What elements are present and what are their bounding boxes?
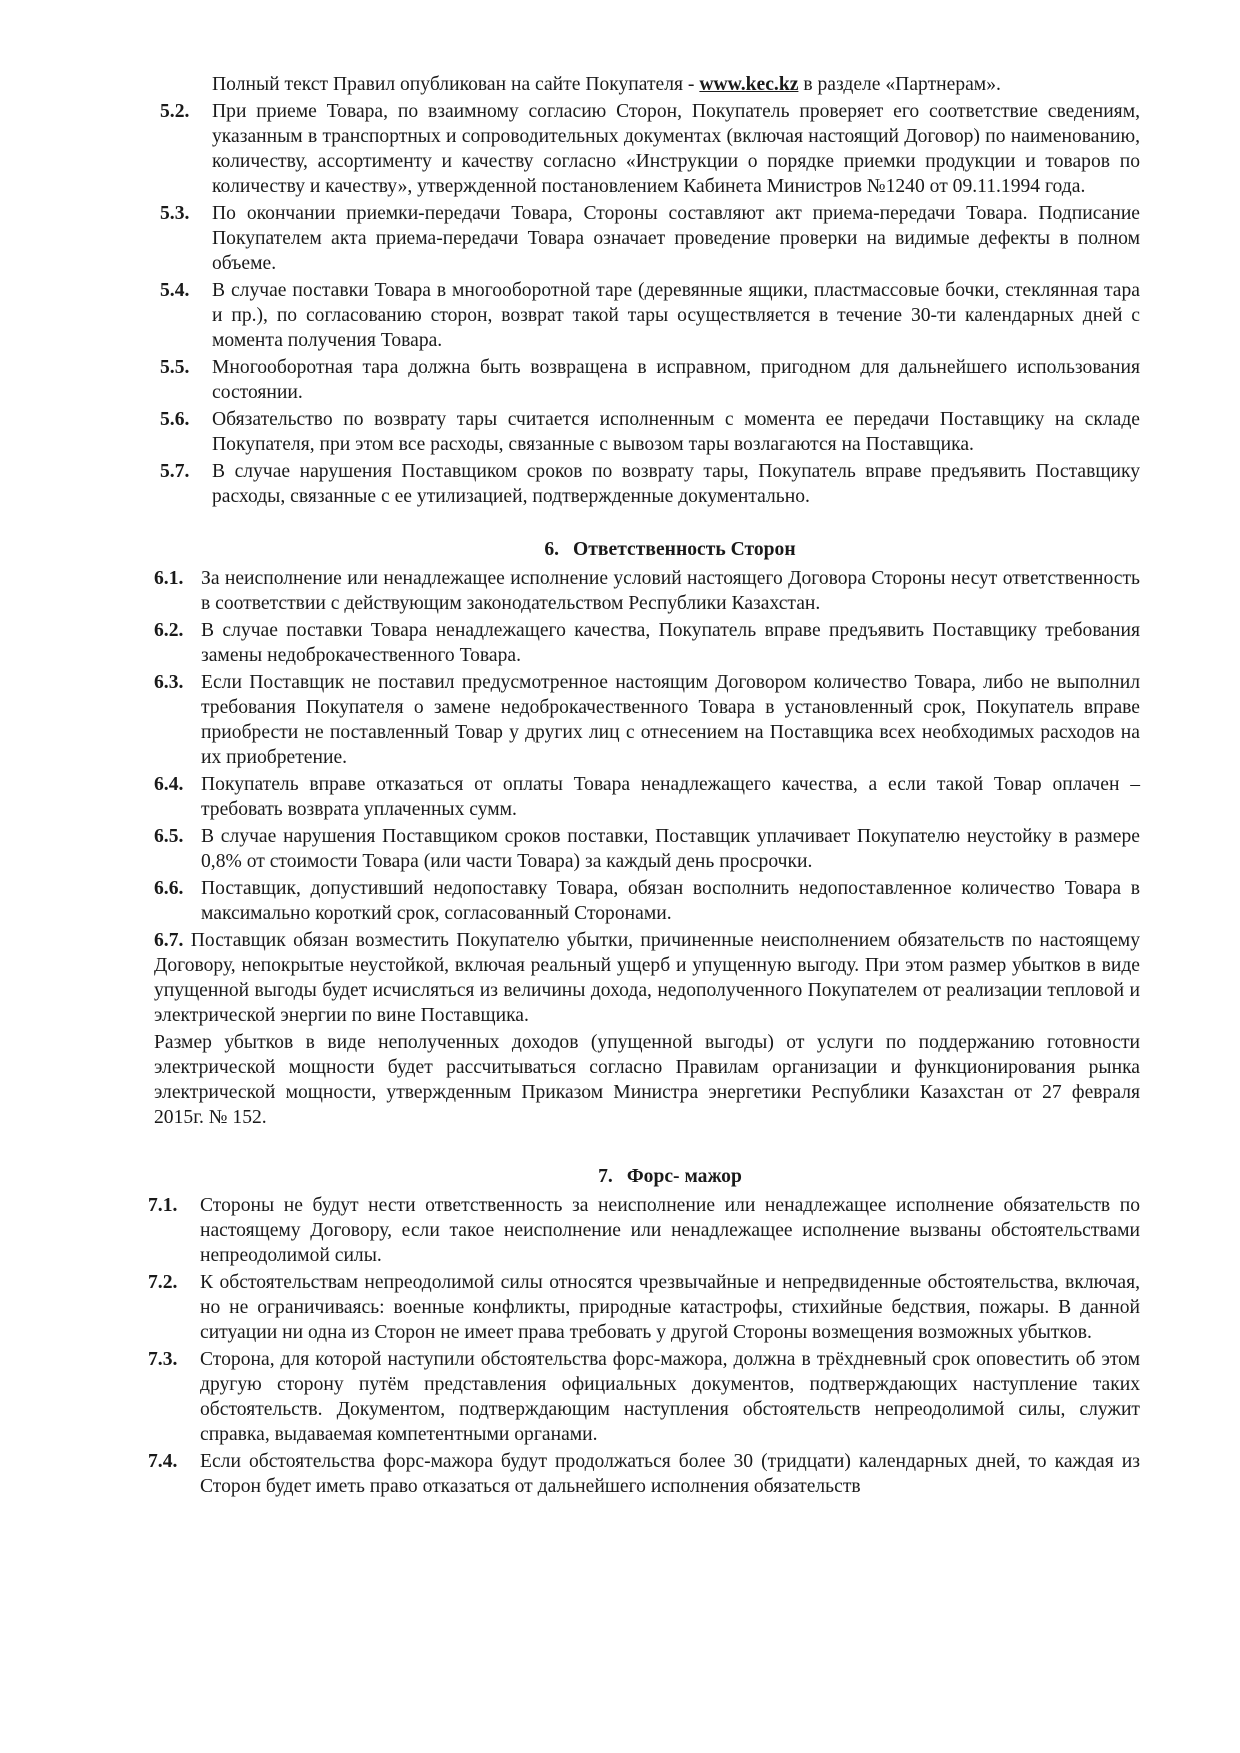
clause-7-3 [148, 1347, 1140, 1447]
clause-6-3 [154, 670, 1140, 770]
clause-text: Сторона, для которой наступили обстоятельства форс-мажора, должна в трёхдневный срок оповестить об этом другую сторону путём представления официальных документов, подтверждающих наступление таких обстоятельств. Документом, подтверждающим наступления обстоятельств непреодолимой силы, служит справка, выдаваемая компетентными органами. [200, 1349, 1140, 1445]
section-title: Форс- мажор [626, 1166, 742, 1187]
clause-5-3 [160, 201, 1140, 276]
clause-text: Поставщик обязан возместить Покупателю убытки, причиненные неисполнением обязательств по настоящему Договору, непокрытые неустойкой, включая реальный ущерб и упущенную выгоду. При этом размер убытков в виде упущенной выгоды будет исчисляться из величины дохода, недополученного Покупателем от реализации тепловой и электрической энергии по вине Поставщика. [154, 930, 1141, 1026]
clause-6-4 [154, 772, 1140, 822]
intro-text-end: в разделе «Партнерам». [798, 74, 1001, 95]
clause-number: 6.1. [154, 568, 184, 589]
clause-6-5 [154, 824, 1140, 874]
clause-number: 6.2. [154, 620, 184, 641]
clause-text: В случае нарушения Поставщиком сроков поставки, Поставщик уплачивает Покупателю неустойку в размере 0,8% от стоимости Товара (или части Товара) за каждый день просрочки. [201, 826, 1140, 872]
clause-text: Стороны не будут нести ответственность за неисполнение или ненадлежащее исполнение обязательств по настоящему Договору, если такое неисполнение или ненадлежащее исполнение вызваны обстоятельствами непреодолимой силы. [200, 1195, 1140, 1266]
clause-text: Если Поставщик не поставил предусмотренное настоящим Договором количество Товара, либо не выполнил требования Покупателя о замене недоброкачественного Товара в установленный срок, Покупатель вправе приобрести не поставленный Товар у других лиц с отнесением на Поставщика всех необходимых расходов на их приобретение. [201, 672, 1140, 768]
clause-number: 6.6. [154, 878, 184, 899]
clause-text: Многооборотная тара должна быть возвращена в исправном, пригодном для дальнейшего использования состоянии. [212, 357, 1140, 403]
clause-7-2 [148, 1270, 1140, 1345]
clause-5-5 [160, 355, 1140, 405]
clause-6-2 [154, 618, 1140, 668]
clause-text: В случае поставки Товара в многооборотной таре (деревянные ящики, пластмассовые бочки, стеклянная тара и пр.), по согласованию сторон, возврат такой тары осуществляется в течение 30-ти календарных дней с момента получения Товара. [212, 280, 1140, 351]
clause-text: Покупатель вправе отказаться от оплаты Товара ненадлежащего качества, а если такой Товар оплачен – требовать возврата уплаченных сумм. [201, 774, 1140, 820]
clause-5-7 [160, 459, 1140, 509]
clause-number: 7.1. [148, 1195, 178, 1216]
clause-number: 5.6. [160, 409, 190, 430]
clause-number: 7.4. [148, 1451, 178, 1472]
section-title: Ответственность Сторон [573, 539, 796, 560]
clause-text: При приеме Товара, по взаимному согласию Сторон, Покупатель проверяет его соответствие сведениям, указанным в транспортных и сопроводительных документах (включая настоящий Договор) по наименованию, количеству, ассортименту и качеству согласно «Инструкции о порядке приемки продукции и товаров по количеству и качеству», утвержденной постановлением Кабинета Министров №1240 от 09.11.1994 года. [212, 101, 1140, 197]
clause-text: К обстоятельствам непреодолимой силы относятся чрезвычайные и непредвиденные обстоятельства, включая, но не ограничиваясь: военные конфликты, природные катастрофы, стихийные бедствия, пожары. В данной ситуации ни одна из Сторон не имеет права требовать у другой Стороны возмещения возможных убытков. [200, 1272, 1140, 1343]
clause-6-1 [154, 566, 1140, 616]
section-number: 7. [598, 1166, 613, 1187]
intro-text: Полный текст Правил опубликован на сайте Покупателя - [212, 74, 700, 95]
clause-number: 6.5. [154, 826, 184, 847]
clause-number: 5.3. [160, 203, 190, 224]
section-6-heading [160, 537, 1140, 562]
damages-calculation-paragraph: Размер убытков в виде неполученных доходов (упущенной выгоды) от услуги по поддержанию готовности электрической мощности будет рассчитываться согласно Правилам организации и функционирования рынка электрической мощности, утвержденным Приказом Министра энергетики Республики Казахстан от 27 февраля 2015г. № 152. [154, 1032, 1140, 1128]
clause-5-4 [160, 278, 1140, 353]
clause-text: Если обстоятельства форс-мажора будут продолжаться более 30 (тридцати) календарных дней, то каждая из Сторон будет иметь право отказаться от дальнейшего исполнения обязательств [200, 1451, 1140, 1497]
section-number: 6. [544, 539, 560, 560]
clause-text: В случае нарушения Поставщиком сроков по возврату тары, Покупатель вправе предъявить Поставщику расходы, связанные с ее утилизацией, подтвержденные документально. [212, 461, 1140, 507]
clause-text: Поставщик, допустивший недопоставку Товара, обязан восполнить недопоставленное количество Товара в максимально короткий срок, согласованный Сторонами. [201, 878, 1140, 924]
section-7-heading [160, 1164, 1140, 1189]
clause-5-2 [160, 99, 1140, 199]
clause-number: 5.7. [160, 461, 190, 482]
clause-text: За неисполнение или ненадлежащее исполнение условий настоящего Договора Стороны несут ответственность в соответствии с действующим законодательством Республики Казахстан. [201, 568, 1140, 614]
clause-7-4 [148, 1449, 1140, 1499]
clause-text: В случае поставки Товара ненадлежащего качества, Покупатель вправе предъявить Поставщику требования замены недоброкачественного Товара. [201, 620, 1140, 666]
clause-number: 7.3. [148, 1349, 178, 1370]
clause-6-7 [154, 928, 1140, 1028]
clause-number: 6.4. [154, 774, 184, 795]
rules-reference-paragraph [212, 72, 1140, 97]
clause-number: 5.2. [160, 101, 190, 122]
clause-text: Обязательство по возврату тары считается исполненным с момента ее передачи Поставщику на складе Покупателя, при этом все расходы, связанные с вывозом тары возлагаются на Поставщика. [212, 409, 1140, 455]
clause-number: 6.3. [154, 672, 184, 693]
clause-number: 7.2. [148, 1272, 178, 1293]
clause-6-6 [154, 876, 1140, 926]
clause-number: 5.4. [160, 280, 190, 301]
buyer-website-link[interactable]: www.kec.kz [699, 74, 799, 95]
clause-5-6 [160, 407, 1140, 457]
clause-text: По окончании приемки-передачи Товара, Стороны составляют акт приема-передачи Товара. Подписание Покупателем акта приема-передачи Товара означает проведение проверки на видимые дефекты в полном объеме. [212, 203, 1140, 274]
clause-number: 5.5. [160, 357, 190, 378]
clause-7-1 [148, 1193, 1140, 1268]
clause-number: 6.7. [154, 930, 184, 951]
